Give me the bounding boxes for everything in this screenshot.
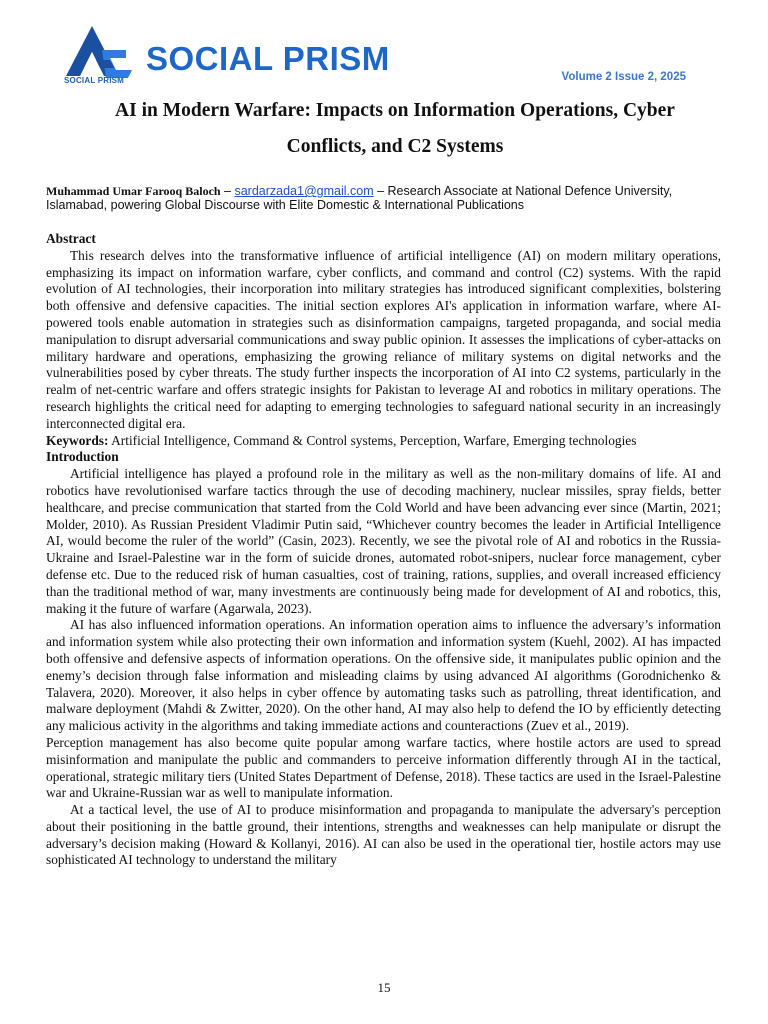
introduction-heading: Introduction [46,449,119,465]
paper-title-line-1: AI in Modern Warfare: Impacts on Information Operations, Cyber [115,100,675,121]
journal-name: SOCIAL PRISM [146,40,390,77]
volume-issue: Volume 2 Issue 2, 2025 [561,71,686,83]
logo-caption: SOCIAL PRISM [64,76,125,85]
paper-title-line-2: Conflicts, and C2 Systems [286,136,504,157]
author-separator: – [220,184,235,198]
author-name: Muhammad Umar Farooq Baloch [46,184,221,198]
author-affiliation: – Research Associate at National Defence University, Islamabad, powering Global Discourse with Elite Domestic & International Publications [46,184,673,212]
abstract-heading: Abstract [46,231,96,246]
keywords-line [46,433,721,450]
author-block [46,184,726,212]
intro-paragraph-3: Perception management has also become quite popular among warfare tactics, where hostile actors are used to spread misinformation and manipulate the public and commanders to perceive information differently through AI in the tactical, operational, strategic military tiers (United States Department of Defense, 2018). These tactics are used in the Israel-Palestine war and Ukraine-Russian war as well to manipulate information. [46,734,721,801]
intro-paragraph-1: Artificial intelligence has played a profound role in the military as well as the non-military domains of life. AI and robotics have revolutionised warfare tactics through the use of decoding machinery, nuclear missiles, spray fields, better healthcare, and precise communication that started from the Cold World and have been advancing ever since (Martin, 2021; Molder, 2010). As Russian President Vladimir Putin said, “Whichever country becomes the leader in Artificial Intelligence AI, would become the ruler of the world” (Casin, 2023). Recently, we see the pivotal role of AI and robotics in the Russia-Ukraine and Israel-Palestine war in the form of suicide drones, automated robot-snipers, nuclear force management, cyber defense etc. Due to the reduced risk of human casualties, cost of training, rations, supplies, and overall increased efficiency than the traditional method of war, many investments are continuously being made for development of AI and robotics, this, making it the future of warfare (Agarwala, 2023). [46,466,721,616]
keywords-text: Artificial Intelligence, Command & Control systems, Perception, Warfare, Emerging technologies [108,432,637,448]
author-email-link[interactable]: sardarzada1@gmail.com [234,184,374,198]
abstract-text: This research delves into the transformative influence of artificial intelligence (AI) on modern military operations, emphasizing its impact on information warfare, cyber conflicts, and command and control (C2) systems. With the rapid evolution of AI technologies, their incorporation into military strategies has introduced significant complexities, bolstering both offensive and defensive capacities. The initial section explores AI's application in information warfare, where AI-powered tools enable automation in strategies such as disinformation campaigns, targeted propaganda, and social media manipulation to disrupt adversarial communications and sway public opinion. It assesses the implications of cyber-attacks on military hardware and operations, emphasizing the growing reliance of military systems on digital networks and the vulnerabilities posed by cyber threats. The study further inspects the incorporation of AI into C2 systems, particularly in the realm of net-centric warfare and offers strategic insights for Pakistan to leverage AI and robotics in military operations. The research highlights the critical need for adapting to emerging technologies to safeguard national security in an increasingly interconnected digital era. [46,247,721,431]
page-number: 15 [377,980,391,995]
intro-paragraph-2: AI has also influenced information operations. An information operation aims to influence the adversary’s information and information system while also protecting their own information and information system (Kuehl, 2002). AI has impacted both offensive and defensive aspects of information operations. On the offensive side, it manipulates public opinion and the enemy’s decision through false information and misleading claims by using advanced AI algorithms (Gorodnichenko & Talavera, 2020). Moreover, it also helps in cyber offence by automating tasks such as patrolling, threat identification, and malware deployment (Mahdi & Zwitter, 2020). On the other hand, AI may also help to defend the IO by efficiently detecting any malicious activity in the algorithms and taking immediate actions and counteractions (Zuev et al., 2019). [46,617,721,734]
article-body [46,231,721,869]
journal-header [62,24,702,92]
intro-paragraph-4: At a tactical level, the use of AI to produce misinformation and propaganda to manipulate the adversary's perception about their positioning in the battle ground, their intentions, strengths and weaknesses can help manipulate or disrupt the adversary’s decision making (Howard & Kollanyi, 2016). AI can also be used in the operational tier, hostile actors may use sophisticated AI technology to understand the military [46,802,721,868]
keywords-label: Keywords: [46,432,109,448]
